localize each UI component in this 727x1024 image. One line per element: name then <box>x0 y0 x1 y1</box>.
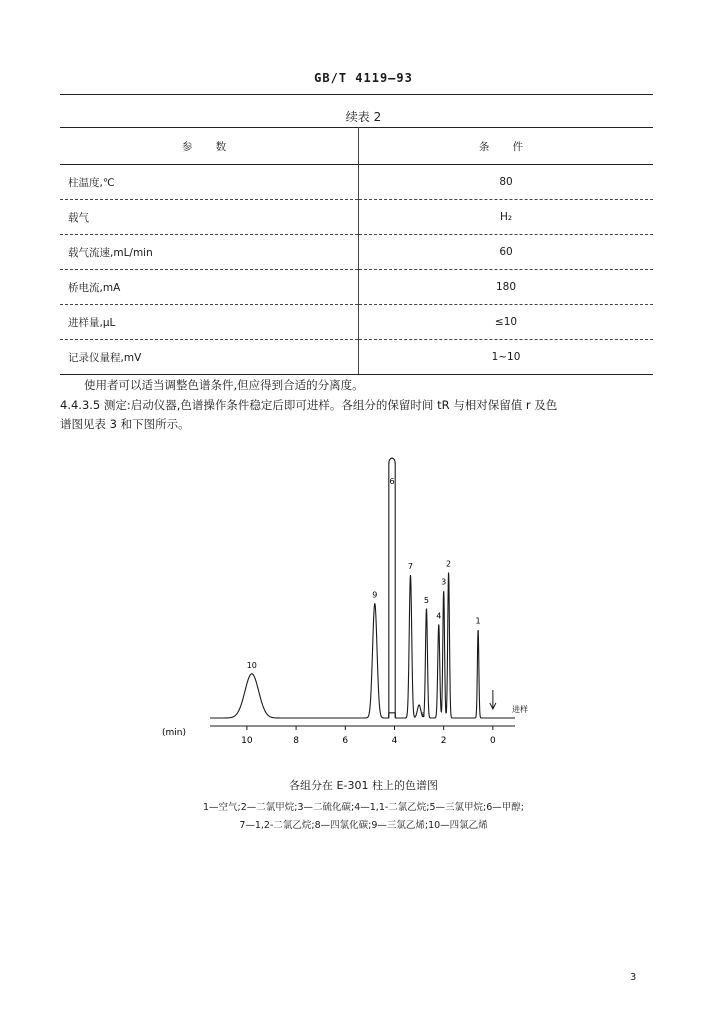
param-cell: 柱温度,℃ <box>60 165 359 200</box>
condition-cell: 1~10 <box>359 340 654 375</box>
chromatogram-figure <box>160 450 540 760</box>
header-rule <box>60 94 653 95</box>
standard-number: GB/T 4119—93 <box>314 71 413 85</box>
table-row <box>60 305 653 340</box>
peak-label-2: 2 <box>446 559 452 569</box>
page-number: 3 <box>630 972 637 983</box>
table-row <box>60 235 653 270</box>
header-condition: 条 件 <box>359 128 654 165</box>
peak-label-1: 1 <box>475 616 481 626</box>
body-paragraph-procedure-line2: 谱图见表 3 和下图所示。 <box>60 417 190 431</box>
peak-label-6: 6 <box>389 477 395 486</box>
peak-label-4: 4 <box>436 611 442 621</box>
axis-tick-label: 4 <box>391 736 398 746</box>
down-arrow-icon <box>490 690 496 709</box>
table-row <box>60 200 653 235</box>
peak-label-3: 3 <box>441 577 447 587</box>
table-caption: 续表 2 <box>345 110 382 124</box>
condition-cell: H₂ <box>359 200 654 235</box>
off-scale-peak-outline <box>389 458 395 718</box>
table-row <box>60 165 653 200</box>
table-row <box>60 270 653 305</box>
condition-cell: ≤10 <box>359 305 654 340</box>
time-unit-label: (min) <box>162 728 186 738</box>
body-paragraph-procedure-line1: 4.4.3.5 测定:启动仪器,色谱操作条件稳定后即可进样。各组分的保留时间 tR 与相对保留值 r 及色 <box>60 398 558 412</box>
param-cell: 记录仪量程,mV <box>60 340 359 375</box>
figure-legend-line1: 1—空气;2—二氯甲烷;3—二硫化碳;4—1,1-二氯乙烷;5—三氯甲烷;6—甲醇; <box>202 802 524 813</box>
param-cell: 桥电流,mA <box>60 270 359 305</box>
table-row <box>60 340 653 375</box>
off-scale-peak-box <box>389 458 395 718</box>
chromatogram-trace <box>210 573 515 718</box>
peak-label-8: 8 <box>421 712 425 719</box>
condition-cell: 80 <box>359 165 654 200</box>
param-cell: 进样量,μL <box>60 305 359 340</box>
axis-tick-label: 0 <box>489 736 496 746</box>
header-parameter: 参 数 <box>60 128 359 165</box>
condition-cell: 180 <box>359 270 654 305</box>
param-cell: 载气 <box>60 200 359 235</box>
peak-label-7: 7 <box>407 562 414 571</box>
time-axis-ticks <box>241 726 496 746</box>
param-cell: 载气流速,mL/min <box>60 235 359 270</box>
peak-label-10: 10 <box>246 660 257 670</box>
figure-legend-line2: 7—1,2-二氯乙烷;8—四氯化碳;9—三氯乙烯;10—四氯乙烯 <box>239 820 488 831</box>
peak-label-5: 5 <box>423 595 429 605</box>
injection-marker <box>490 690 496 709</box>
axis-tick-label: 10 <box>241 736 253 746</box>
table-header-row <box>60 128 653 165</box>
axis-tick-label: 6 <box>342 736 349 746</box>
axis-tick-label: 8 <box>293 736 299 746</box>
condition-cell: 60 <box>359 235 654 270</box>
parameter-table <box>60 127 653 375</box>
body-paragraph-adjust: 使用者可以适当调整色谱条件,但应得到合适的分离度。 <box>84 378 364 392</box>
injection-label: 进样 <box>512 705 528 714</box>
axis-tick-label: 2 <box>440 736 447 746</box>
peak-label-9: 9 <box>372 590 378 600</box>
figure-title: 各组分在 E-301 柱上的色谱图 <box>289 779 438 792</box>
